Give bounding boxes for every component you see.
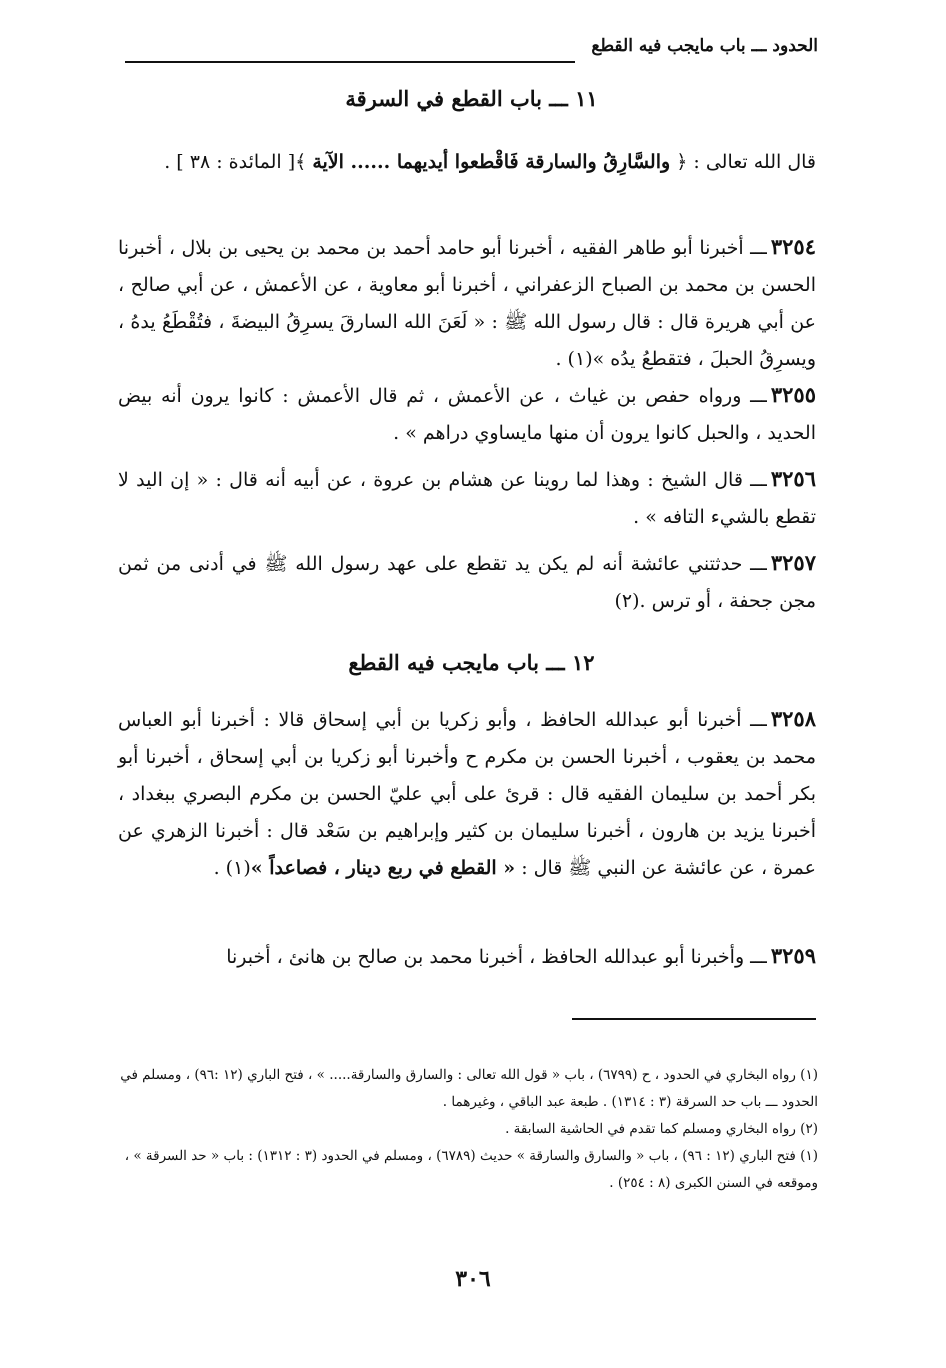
footnote: (١) فتح الباري (١٢ : ٩٦) ، باب « والسارق والسارقة » حديث (٦٧٨٩) ، ومسلم في الحدود (٣ : ١٣١٢) : باب « حد السرقة » ، وموقعه في السنن الكبرى (٨ : ٢٥٤) . <box>124 1148 818 1191</box>
hadith-3259 <box>118 937 816 976</box>
hadith-text: ـــ حدثتني عائشة أنه لم يكن يد تقطع على عهد رسول الله ﷺ في أدنى من ثمن مجن جحفة ، أو ترس .(٢) <box>118 553 816 612</box>
intro-end: ﴾[ المائدة : ٣٨ ] . <box>164 151 313 173</box>
running-head: الحدود ـــ باب مايجب فيه القطع <box>591 36 818 56</box>
hadith-3254 <box>118 228 816 378</box>
page-number: ٣٠٦ <box>455 1266 491 1292</box>
chapter-11-title: ١١ ـــ باب القطع في السرقة <box>345 86 598 111</box>
hadith-3257 <box>118 544 816 620</box>
hadith-quote: « القطع في ربع دينار ، فصاعداً » <box>250 857 516 879</box>
hadith-number: ٣٢٥٨ <box>770 706 816 731</box>
hadith-number: ٣٢٥٩ <box>770 943 816 968</box>
hadith-number: ٣٢٥٤ <box>770 234 816 259</box>
hadith-text: ـــ ورواه حفص بن غياث ، عن الأعمش ، ثم قال الأعمش : كانوا يرون أنه بيض الحديد ، والحبل كانوا يرون أن منها مايساوي دراهم » . <box>118 385 816 444</box>
intro-start: قال الله تعالى : ﴿ <box>670 151 816 173</box>
hadith-text: ـــ قال الشيخ : وهذا لما روينا عن هشام بن عروة ، عن أبيه أنه قال : « إن اليد لا تقطع بالشيء التافه » . <box>118 469 816 528</box>
chapter-11-intro <box>118 144 816 181</box>
footnote: (١) رواه البخاري في الحدود ، ح (٦٧٩٩) ، باب « قول الله تعالى : والسارق والسارقة..... » ، فتح الباري (١٢ :٩٦) ، ومسلم في الحدود ـــ باب حد السرقة (٣ : ١٣١٤) . طبعة عبد الباقي ، وغيرهما . <box>120 1067 818 1110</box>
hadith-text: ـــ أخبرنا أبو عبدالله الحافظ ، وأبو زكريا بن أبي إسحاق قالا : أخبرنا أبو العباس محمد بن يعقوب ، أخبرنا الحسن بن مكرم ح وأخبرنا أبو زكريا بن أبي إسحاق ، أخبرنا أبو بكر أحمد بن سليمان الفقيه قال : قرئ على أبي عليّ الحسن بن مكرم البصري ببغداد ، أخبرنا يزيد بن هارون ، أخبرنا سليمان بن كثير وإبراهيم بن سَعْد قال : أخبرنا الزهري عن عمرة ، عن عائشة عن النبي ﷺ قال : <box>118 709 816 879</box>
hadith-3258 <box>118 700 816 887</box>
hadith-number: ٣٢٥٥ <box>770 382 816 407</box>
quran-verse: والسَّارِقُ والسارقة فَاقْطعوا أيديهما ...... الآية <box>312 151 671 173</box>
chapter-12-title: ١٢ ـــ باب مايجب فيه القطع <box>348 650 595 675</box>
hadith-number: ٣٢٥٧ <box>770 550 816 575</box>
header-rule <box>125 61 575 63</box>
hadith-3255 <box>118 376 816 452</box>
hadith-text: ـــ وأخبرنا أبو عبدالله الحافظ ، أخبرنا محمد بن صالح بن هانئ ، أخبرنا <box>226 946 767 968</box>
hadith-3256 <box>118 460 816 536</box>
footnotes <box>118 1062 818 1197</box>
hadith-text: ـــ أخبرنا أبو طاهر الفقيه ، أخبرنا أبو حامد أحمد بن محمد بن يحيى بن بلال ، أخبرنا الحسن بن محمد بن الصباح الزعفراني ، أخبرنا أبو معاوية ، عن الأعمش ، عن أبي صالح ، عن أبي هريرة قال : قال رسول الله ﷺ : « لَعَنَ الله السارقَ يسرِقُ البيضةَ ، فتُقْطَعُ يدهُ ، ويسرِقُ الحبلَ ، فتقطعُ يدُه »(١) . <box>118 237 816 370</box>
hadith-number: ٣٢٥٦ <box>770 466 816 491</box>
hadith-note-ref: (١) . <box>213 857 251 879</box>
footnote: (٢) رواه البخاري ومسلم كما تقدم في الحاشية السابقة . <box>505 1121 818 1137</box>
footnote-rule <box>572 1018 816 1020</box>
